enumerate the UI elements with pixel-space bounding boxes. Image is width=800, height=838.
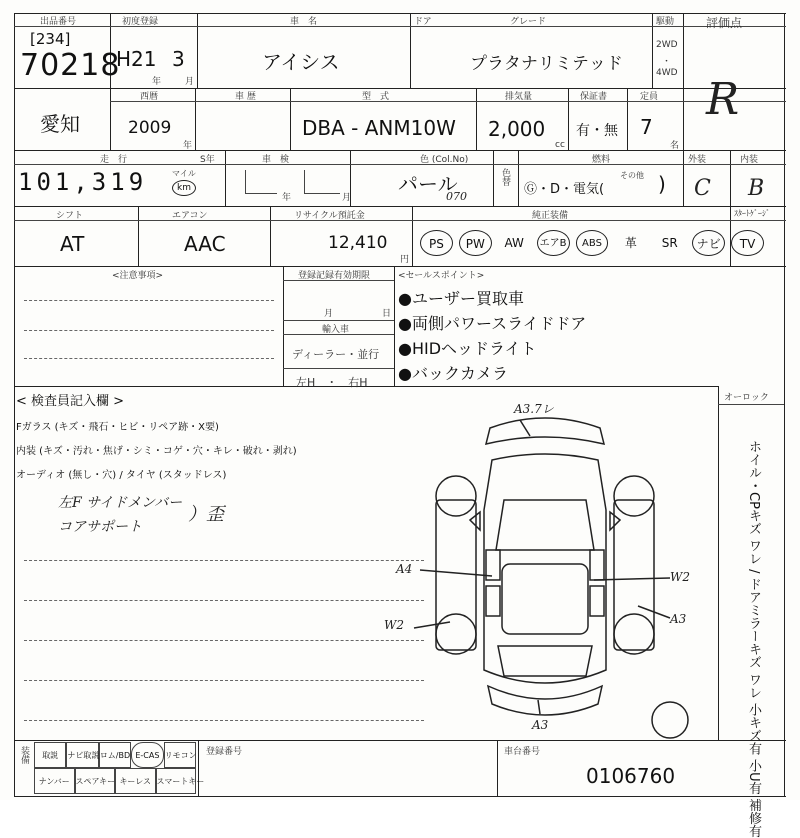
first-reg-era: H21 bbox=[116, 47, 157, 71]
fuel-options: Ⓖ・D・電気( bbox=[524, 182, 605, 197]
type-label: 型 式 bbox=[362, 92, 390, 102]
color-label: 色 (Col.No) bbox=[420, 155, 469, 165]
reg-number-label: 登録番号 bbox=[206, 747, 243, 757]
drive-2wd: 2WD bbox=[656, 40, 678, 50]
mileage-unit-top: マイル bbox=[172, 169, 196, 178]
exterior-label: 外装 bbox=[688, 155, 707, 165]
sales-point-4: ●バックカメラ bbox=[398, 364, 508, 383]
frame-bottom bbox=[14, 796, 786, 797]
inspector-title: < 検査員記入欄 > bbox=[16, 394, 125, 409]
interior-label: 内装 bbox=[740, 155, 759, 165]
model-year: 2009 bbox=[128, 118, 172, 138]
fuel-label: 燃料 bbox=[592, 155, 611, 165]
ac-label: エアコン bbox=[172, 211, 208, 221]
interior: B bbox=[748, 176, 765, 201]
door-label: ドア bbox=[414, 17, 432, 27]
windshield bbox=[496, 500, 594, 550]
shaken-label: 車 検 bbox=[262, 155, 290, 165]
wheel-front-right bbox=[614, 476, 654, 516]
wheel-rear-left bbox=[436, 614, 476, 654]
recycle-label: リサイクル預託金 bbox=[294, 211, 365, 221]
footer-item: スマートキー bbox=[156, 768, 197, 794]
rear-bumper bbox=[488, 686, 602, 715]
equipment-row bbox=[418, 226, 768, 260]
footer-item: リモコン bbox=[164, 742, 196, 768]
wheel-rear-right bbox=[614, 614, 654, 654]
roof bbox=[502, 564, 588, 634]
shift: AT bbox=[60, 232, 85, 256]
record-month: 月 bbox=[324, 309, 334, 319]
left-door-handle-rear bbox=[486, 586, 500, 616]
footer-top bbox=[14, 740, 786, 741]
footer-item: E-CAS bbox=[131, 742, 163, 768]
exterior: C bbox=[694, 176, 711, 201]
mirror-left bbox=[470, 512, 480, 530]
equip-item: SR bbox=[661, 236, 678, 250]
right-door-handle-front bbox=[590, 550, 604, 580]
footer-item: ナンバー bbox=[34, 768, 75, 794]
mileage-unit: km bbox=[172, 180, 196, 196]
left-side-panel bbox=[436, 500, 476, 650]
grade-label: グレード bbox=[510, 17, 547, 27]
wheel-note: ホイル・CPキズ ワレ / ドアミラーキズ ワレ 小キズ有 小U有 補修有 bbox=[746, 440, 761, 838]
sales-point-3: ●HIDヘッドライト bbox=[398, 339, 537, 358]
chassis-label: 車台番号 bbox=[504, 747, 541, 757]
row3-bottom bbox=[14, 206, 786, 207]
recycle: 12,410 bbox=[328, 233, 388, 253]
footer-item: 取説 bbox=[34, 742, 66, 768]
wheel-front-left bbox=[436, 476, 476, 516]
handwritten-bracket: ）歪 bbox=[188, 504, 224, 525]
row1-bottom bbox=[14, 88, 786, 89]
capacity: 7 bbox=[640, 115, 653, 139]
handwritten-note-1: 左F サイドメンバー bbox=[58, 495, 183, 511]
drive-dot: ・ bbox=[662, 57, 672, 67]
location: 愛知 bbox=[40, 112, 80, 136]
car-name-label: 車 名 bbox=[290, 17, 318, 27]
score: R bbox=[706, 74, 740, 125]
lot-number: 70218 bbox=[20, 48, 121, 83]
notes-label: <注意事項> bbox=[112, 271, 164, 281]
mark-rear: A3 bbox=[532, 718, 549, 732]
shaken-month: 月 bbox=[342, 193, 352, 203]
color-change-label: 色替 bbox=[500, 168, 510, 186]
footer-item: キーレス bbox=[115, 768, 156, 794]
frame-left bbox=[14, 13, 15, 797]
front-bumper bbox=[486, 418, 604, 444]
shaken-year: 年 bbox=[282, 193, 292, 203]
model-year-unit: 年 bbox=[183, 141, 193, 151]
capacity-label: 定員 bbox=[640, 92, 659, 102]
audio-line: オーディオ (無し・穴) / タイヤ (スタッドレス) bbox=[16, 470, 227, 481]
type-value: DBA - ANM10W bbox=[302, 116, 456, 140]
footer-item: ロム/BD bbox=[99, 742, 131, 768]
first-reg-month: 3 bbox=[172, 47, 185, 71]
right-door-handle-rear bbox=[590, 586, 604, 616]
handwritten-note-2: コアサポート bbox=[58, 519, 142, 535]
record-label: 登録記録有効期限 bbox=[298, 271, 371, 281]
displacement: 2,000 bbox=[488, 117, 546, 141]
displacement-label: 排気量 bbox=[505, 92, 533, 102]
mark-front: A3.7レ bbox=[514, 402, 554, 416]
s-label: S年 bbox=[200, 155, 215, 165]
mark-left-low: W2 bbox=[384, 618, 404, 632]
equip-item: ナビ bbox=[692, 230, 725, 256]
capacity-unit: 名 bbox=[670, 141, 680, 151]
mileage-label: 走 行 bbox=[100, 155, 128, 165]
year-unit: 年 bbox=[152, 77, 162, 87]
sales-point-2: ●両側パワースライドドア bbox=[398, 314, 587, 333]
auction-sheet: 出品番号 [234] 70218 初度登録 H21 3 年 月 車 名 アイシス ドア グレード プラタナリミテッド 駆動 2WD ・ 4WD 評価点 R 愛知 西暦 2009 年 車 歴 型 式 DBA - ANM10W 排気量 2,000 cc 保証書 有・無 定員 7 名 走 行 101,319 マイル km S年 車 検 年 月 色 (Col.No) パール 070 色替 燃料 Ⓖ・D・電気( その他 ) 外装 C 内装 B シフト AT エアコン AAC リサイクル預託金 12,410 円 純正装備 ｽﾀｰﾄｹﾞｰｼﾞ PS PW AW エアB ABS 革 SR ナビ TV <注意事項> 登録記録有効期限 月 日 輸入車 ディーラー・並行 左H ・ 右H <セールスポイント> ●ユーザー買取車 ●両側パワースライドドア ●HIDヘッドライト ●バックカメラ < 検査員記入欄 > Fガラス (キズ・飛石・ヒビ・リペア跡・X要) 内装 (キズ・汚れ・焦げ・シミ・コゲ・穴・キレ・破れ・剥れ) オーディオ (無し・穴) / タイヤ (スタッドレス) 左F サイドメンバー コアサポート ）歪 オーロック ホイル・CPキズ ワレ / ドアミラーキズ ワレ 小キズ有 小U有 補修有 A3.7レ A4 W2 W2 A3 A3 装備 取説 ナビ取説 ロム/BD E-CAS リモコン ナンバー スペアキー キーレス スマートキー 登録番号 車台番号 0106760 bbox=[0, 0, 800, 800]
import-label: 輸入車 bbox=[322, 325, 350, 335]
frame-right bbox=[784, 13, 785, 797]
model-year-label: 西暦 bbox=[140, 92, 159, 102]
steering: 左H ・ 右H bbox=[296, 376, 368, 389]
warranty: 有・無 bbox=[576, 123, 618, 139]
first-reg-label: 初度登録 bbox=[122, 17, 159, 27]
fglass-line: Fガラス (キズ・飛石・ヒビ・リペア跡・X要) bbox=[16, 422, 219, 433]
record-day: 日 bbox=[382, 309, 392, 319]
mileage: 101,319 bbox=[18, 168, 148, 196]
gauge-label: ｽﾀｰﾄｹﾞｰｼﾞ bbox=[734, 209, 770, 218]
equip-item: ABS bbox=[576, 230, 609, 256]
oyoku-label: オーロック bbox=[724, 393, 769, 403]
mark-right-low: A3 bbox=[670, 612, 687, 626]
drive-label: 駆動 bbox=[656, 17, 675, 27]
cc-unit: cc bbox=[555, 140, 565, 150]
mark-right-mid: W2 bbox=[670, 570, 690, 584]
equip-item: PS bbox=[420, 230, 453, 256]
right-side-panel bbox=[614, 500, 654, 650]
month-unit: 月 bbox=[185, 77, 195, 87]
mark-left-mid: A4 bbox=[396, 562, 413, 576]
equip-item: 革 bbox=[624, 236, 637, 250]
rear-window bbox=[498, 646, 592, 676]
equip-item: エアB bbox=[537, 230, 570, 256]
score-label: 評価点 bbox=[706, 16, 743, 30]
sales-label: <セールスポイント> bbox=[398, 271, 485, 281]
equip-item: PW bbox=[459, 230, 492, 256]
history-label: 車 歴 bbox=[235, 92, 256, 102]
fuel-other: その他 bbox=[620, 171, 644, 180]
sales-point-1: ●ユーザー買取車 bbox=[398, 289, 524, 308]
row4-bottom bbox=[14, 266, 786, 267]
car-name: アイシス bbox=[262, 50, 340, 74]
recycle-unit: 円 bbox=[400, 255, 410, 265]
ac: AAC bbox=[184, 232, 226, 256]
equip-item: TV bbox=[731, 230, 764, 256]
color: パール bbox=[398, 172, 458, 196]
car-diagram bbox=[380, 400, 710, 740]
import-dealer: ディーラー・並行 bbox=[292, 348, 380, 361]
lot-prefix: [234] bbox=[30, 30, 71, 48]
drive-4wd: 4WD bbox=[656, 68, 678, 78]
chassis-number: 0106760 bbox=[586, 764, 676, 788]
equip-item: AW bbox=[504, 236, 524, 250]
color-code: 070 bbox=[446, 190, 467, 203]
interior-line: 内装 (キズ・汚れ・焦げ・シミ・コゲ・穴・キレ・破れ・剥れ) bbox=[16, 446, 297, 457]
spare-wheel bbox=[652, 702, 688, 738]
mirror-right bbox=[610, 512, 620, 530]
footer-items bbox=[34, 742, 205, 794]
footer-equip-label: 装備 bbox=[19, 746, 29, 764]
grade: プラタナリミテッド bbox=[470, 54, 623, 74]
warranty-label: 保証書 bbox=[580, 92, 608, 102]
footer-item: ナビ取説 bbox=[66, 742, 98, 768]
footer-item: スペアキー bbox=[75, 768, 116, 794]
shift-label: シフト bbox=[56, 211, 84, 221]
lot-label: 出品番号 bbox=[40, 17, 77, 27]
equip-label: 純正装備 bbox=[532, 211, 569, 221]
